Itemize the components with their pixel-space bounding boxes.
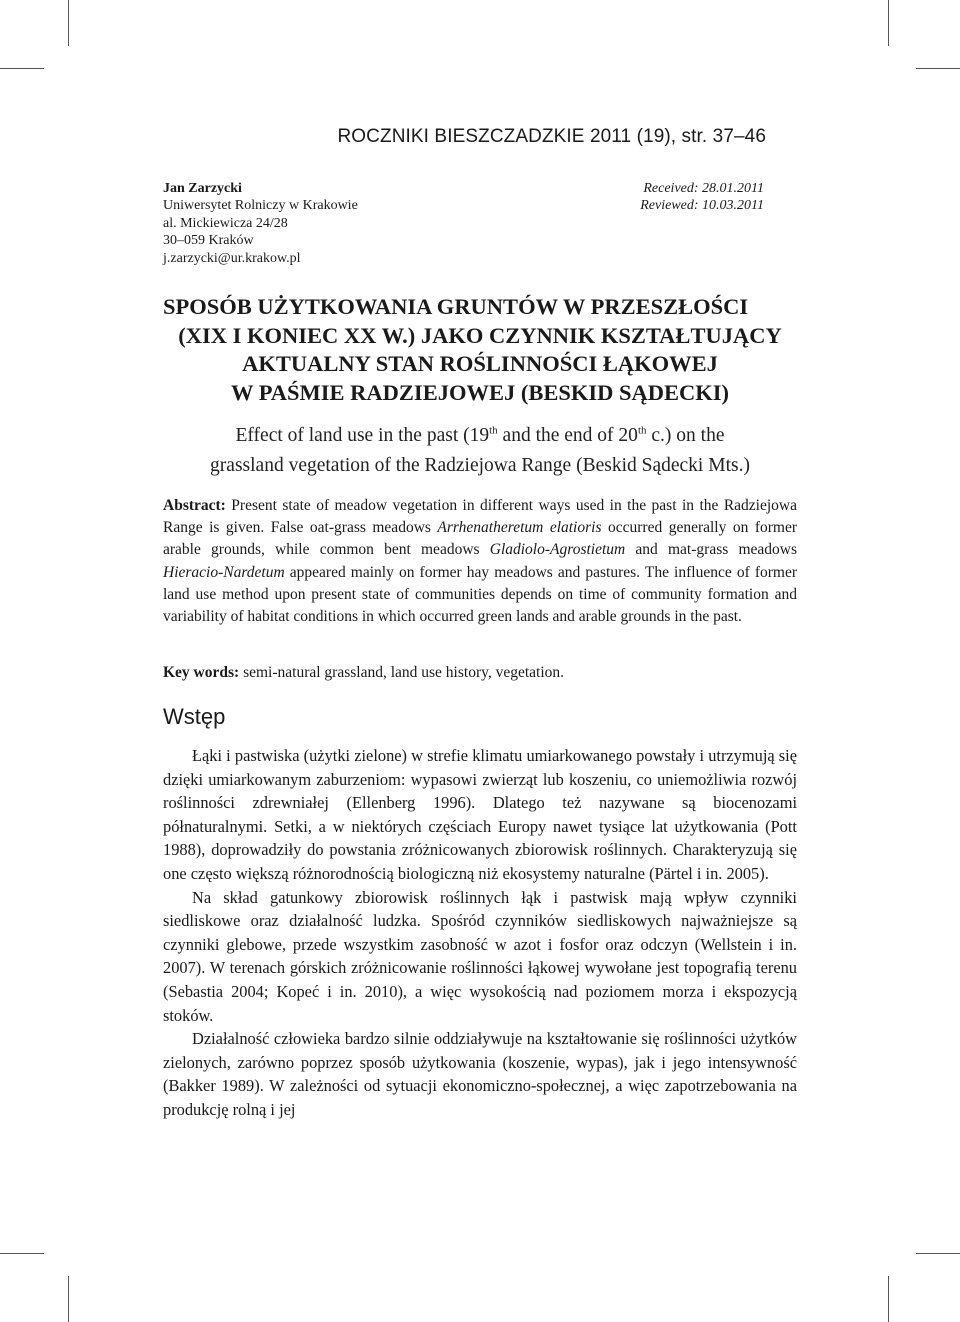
author-email: j.zarzycki@ur.krakow.pl	[163, 250, 301, 266]
keywords	[163, 662, 797, 684]
english-title-text: Effect of land use in the past (19	[235, 425, 490, 446]
english-title	[163, 421, 797, 481]
english-title-line-2: grassland vegetation of the Radziejowa Range (Beskid Sądecki Mts.)	[210, 455, 750, 476]
author-name: Jan Zarzycki	[163, 181, 242, 196]
paragraph: Łąki i pastwiska (użytki zielone) w strefie klimatu umiarkowanego powstały i utrzymują się dzięki umiarkowanym zaburzeniom: wypasowi zwierząt lub koszeniu, co uniemożliwia rozwój roślinności zdrewniałej (Ellenberg 1996). Dlatego też nazywane są biocenozami półnaturalnymi. Setki, a w niektórych częściach Europy nawet tysiące lat użytkowania (Pott 1988), doprowadziły do powstania zróżnicowanych zbiorowisk roślinnych. Charakteryzują się one często większą różnorodnością biologiczną niż ekosystemy naturalne (Pärtel i in. 2005).	[163, 746, 797, 883]
superscript: th	[489, 424, 498, 437]
abstract	[163, 495, 797, 628]
polish-title	[163, 293, 797, 407]
paragraph: Działalność człowieka bardzo silnie oddziaływuje na kształtowanie się roślinności użytków zielonych, zarówno poprzez sposób użytkowania (koszenie, wypas), jak i jego intensywność (Bakker 1989). W zależności od sytuacji ekonomiczno-społecznej, a więc zapotrzebowania na produkcję rolną i jej	[163, 1029, 797, 1119]
english-title-text: and the end of 20	[497, 425, 638, 446]
dates-block	[640, 180, 764, 215]
abstract-text: and mat-grass meadows	[625, 541, 797, 559]
polish-title-line: (XIX I KONIEC XX W.) JAKO CZYNNIK KSZTAŁTUJĄCY	[178, 322, 782, 348]
keywords-text: semi-natural grassland, land use history, vegetation.	[239, 664, 565, 681]
abstract-label: Abstract:	[163, 497, 226, 514]
english-title-line-1	[163, 421, 797, 451]
crop-mark	[0, 1253, 44, 1254]
abstract-text: Present state of meadow vegetation in different ways used in the past in the Radziejowa Range is given. False oat-grass meadows	[163, 497, 797, 537]
abstract-text: appeared mainly on former hay meadows and pastures. The influence of former land use method upon present state of communities depends on time of community formation and variability of habitat conditions in which occurred green lands and arable grounds in the past.	[163, 563, 797, 626]
species-name: Arrhenatheretum elatioris	[437, 519, 602, 537]
polish-title-line: AKTUALNY STAN ROŚLINNOŚCI ŁĄKOWEJ	[242, 351, 718, 376]
author-street: al. Mickiewicza 24/28	[163, 215, 288, 231]
keywords-label: Key words:	[163, 664, 240, 681]
species-name: Hieracio-Nardetum	[163, 563, 285, 581]
crop-mark	[0, 68, 44, 69]
body-text	[163, 744, 797, 1122]
reviewed-date: Reviewed: 10.03.2011	[640, 198, 764, 214]
received-date: Received: 28.01.2011	[643, 181, 764, 196]
crop-mark	[916, 68, 960, 69]
abstract-text: occurred generally on former arable grounds, while common bent meadows	[163, 519, 798, 559]
paragraph: Na skład gatunkowy zbiorowisk roślinnych łąk i pastwisk mają wpływ czynniki siedliskowe oraz działalność ludzka. Spośród czynników siedliskowych najważniejsze są czynniki glebowe, przede wszystkim zasobność w azot i fosfor oraz odczyn (Wellstein i in. 2007). W terenach górskich zróżnicowanie roślinności łąkowej wywołane jest topografią terenu (Sebastia 2004; Kopeć i in. 2010), a więc wysokością nad poziomem morza i ekspozycją stoków.	[163, 887, 797, 1025]
polish-title-line: W PAŚMIE RADZIEJOWEJ (BESKID SĄDECKI)	[231, 379, 729, 405]
journal-header: ROCZNIKI BIESZCZADZKIE 2011 (19), str. 37–46	[337, 126, 766, 147]
crop-mark	[916, 1253, 960, 1254]
author-affiliation: Uniwersytet Rolniczy w Krakowie	[163, 198, 358, 214]
crop-mark	[68, 0, 69, 46]
section-heading: Wstęp	[163, 704, 226, 729]
crop-mark	[888, 0, 889, 46]
crop-mark	[68, 1276, 69, 1322]
superscript: th	[637, 424, 647, 437]
english-title-text: c.) on the	[646, 425, 725, 446]
species-name: Gladiolo-Agrostietum	[489, 541, 626, 559]
author-block	[163, 180, 358, 267]
author-city: 30–059 Kraków	[163, 233, 254, 249]
polish-title-line: SPOSÓB UŻYTKOWANIA GRUNTÓW W PRZESZŁOŚCI	[163, 294, 749, 319]
crop-mark	[888, 1276, 889, 1322]
